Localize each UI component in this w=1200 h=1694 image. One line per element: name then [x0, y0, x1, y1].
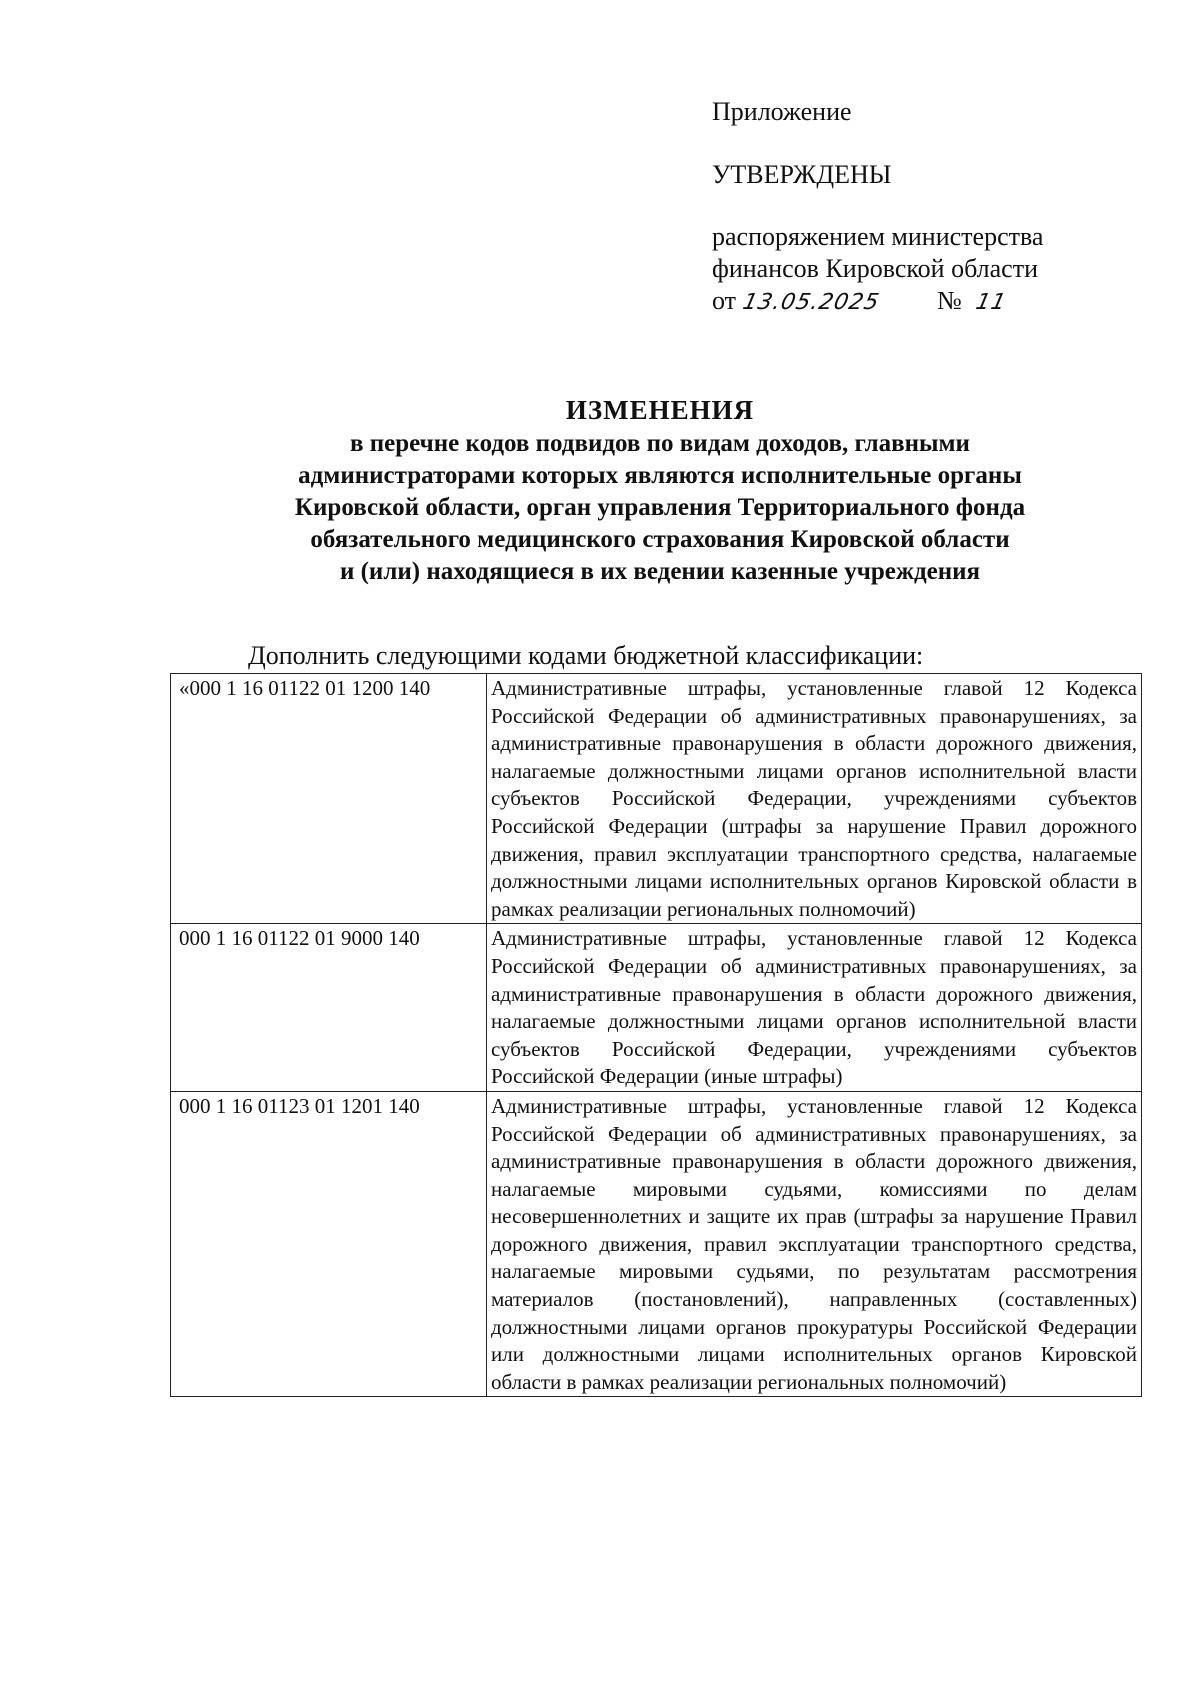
document-title [180, 394, 1140, 588]
code-cell: 000 1 16 01123 01 1201 140 [171, 1091, 487, 1397]
date-number-line [712, 285, 1152, 319]
description-cell: Административные штрафы, установленные главой 12 Кодекса Российской Федерации об административных правонарушениях, за административные правонарушения в области дорожного движения, налагаемые должностными лицами органов исполнительной власти субъектов Российской Федерации, учреждениями субъектов Российской Федерации (иные штрафы) [487, 924, 1142, 1092]
order-line-2: финансов Кировской области [712, 254, 1039, 283]
description-cell: Административные штрафы, установленные главой 12 Кодекса Российской Федерации об административных правонарушениях, за административные правонарушения в области дорожного движения, налагаемые мировыми судьями, комиссиями по делам несовершеннолетних и защите их прав (штрафы за нарушение Правил дорожного движения, правил эксплуатации транспортного средства, налагаемые мировыми судьями, по результатам рассмотрения материалов (постановлений), направленных (составленных) должностными лицами органов прокуратуры Российской Федерации или должностными лицами исполнительных органов Кировской области в рамках реализации региональных полномочий) [487, 1091, 1142, 1397]
table-row [171, 1091, 1142, 1397]
title-line: в перечне кодов подвидов по видам доходов, главными [350, 430, 970, 457]
intro-text: Дополнить следующими кодами бюджетной классификации: [248, 641, 924, 670]
approval-block [712, 96, 1152, 319]
number-sign: № [937, 286, 962, 315]
appendix-label: Приложение [712, 97, 852, 126]
title-line: и (или) находящиеся в их ведении казенные учреждения [339, 558, 981, 585]
title-main: ИЗМЕНЕНИЯ [565, 395, 755, 425]
handwritten-date: 13.05.2025 [739, 290, 882, 315]
title-line: Кировской области, орган управления Территориального фонда [294, 494, 1026, 521]
order-line-1: распоряжением министерства [712, 222, 1044, 251]
handwritten-number: 11 [973, 290, 1010, 315]
code-cell: 000 1 16 01122 01 9000 140 [171, 924, 487, 1092]
date-prefix: от [712, 286, 737, 315]
codes-table [170, 673, 1142, 1397]
table-row [171, 674, 1142, 924]
title-line: обязательного медицинского страхования Кировской области [310, 526, 1010, 553]
description-cell: Административные штрафы, установленные главой 12 Кодекса Российской Федерации об административных правонарушениях, за административные правонарушения в области дорожного движения, налагаемые должностными лицами органов исполнительной власти субъектов Российской Федерации, учреждениями субъектов Российской Федерации (штрафы за нарушение Правил дорожного движения, правил эксплуатации транспортного средства, налагаемые должностными лицами исполнительных органов Кировской области в рамках реализации региональных полномочий) [487, 674, 1142, 924]
title-line: администраторами которых являются исполнительные органы [298, 462, 1022, 489]
code-cell: «000 1 16 01122 01 1200 140 [171, 674, 487, 924]
approved-label: УТВЕРЖДЕНЫ [712, 160, 892, 189]
table-row [171, 924, 1142, 1092]
